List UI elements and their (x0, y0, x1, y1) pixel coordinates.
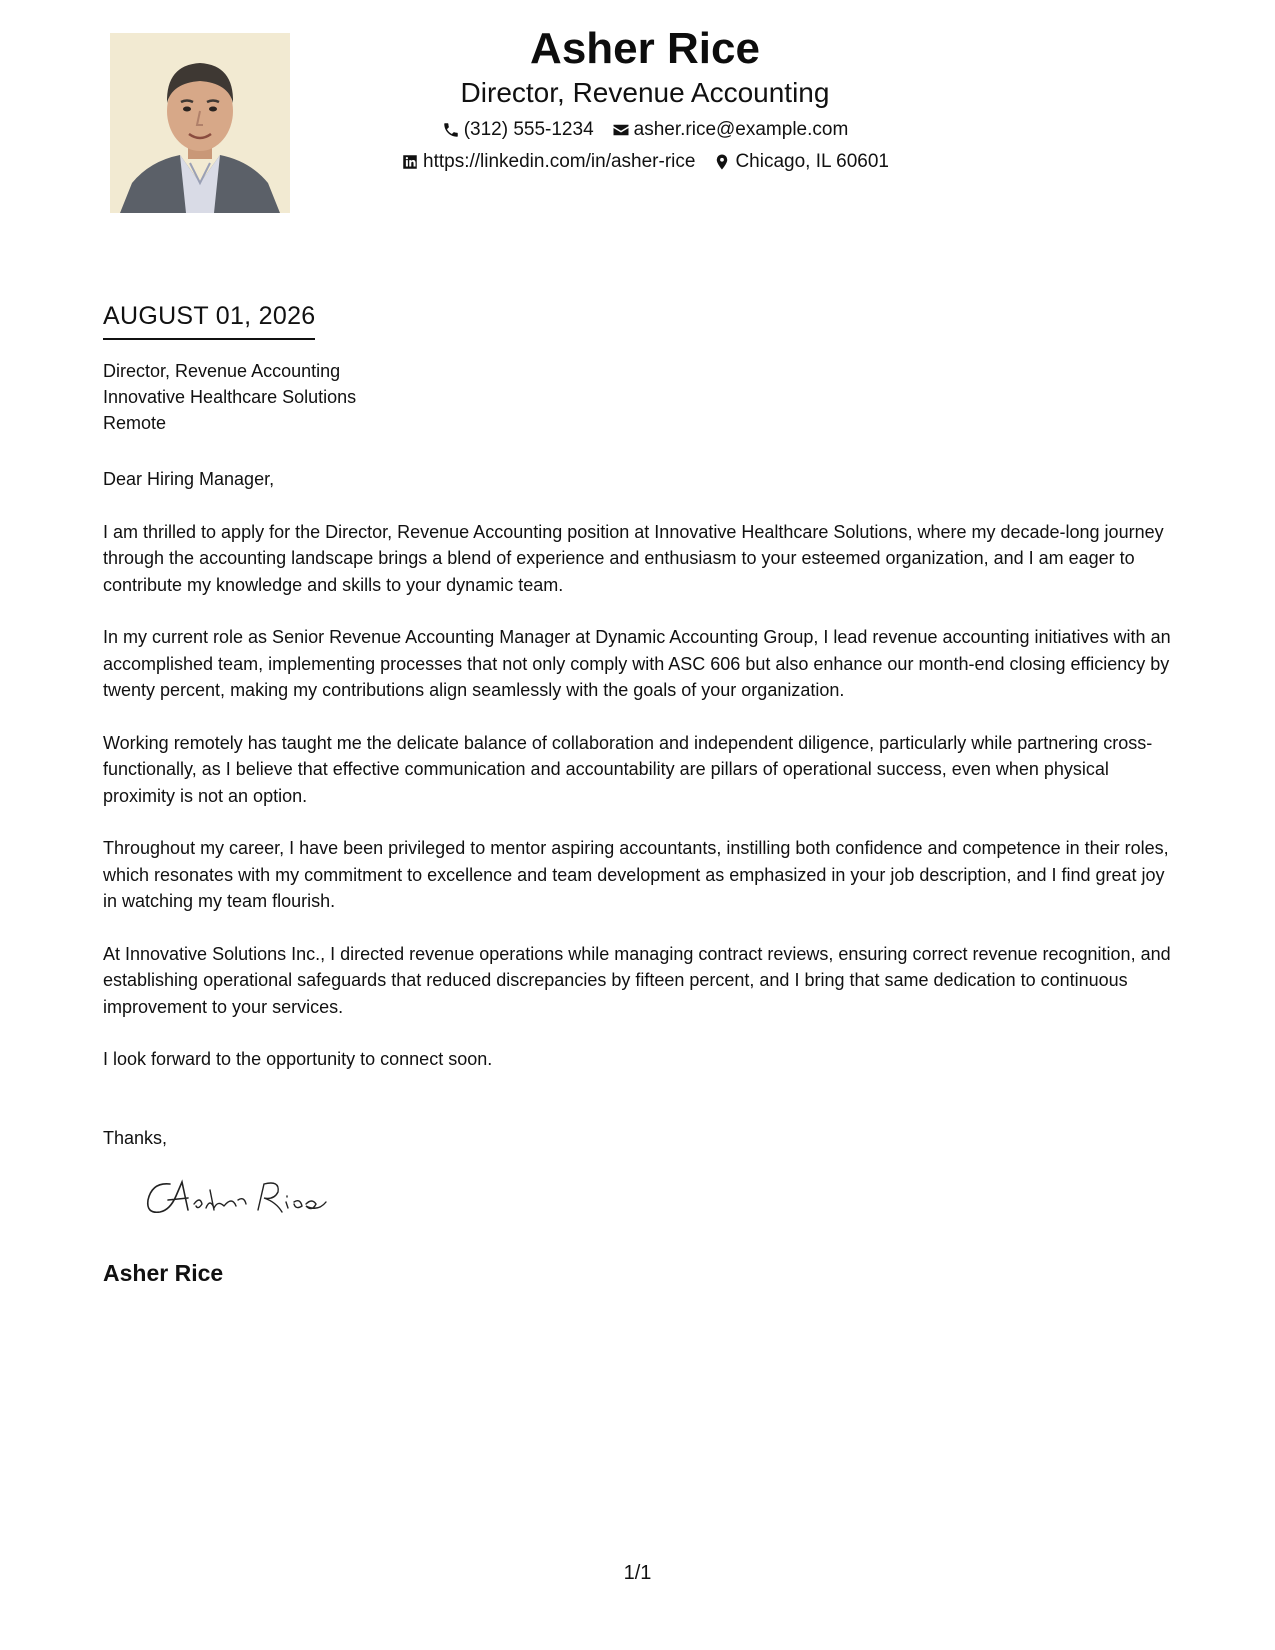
applicant-name: Asher Rice (530, 24, 760, 73)
handwritten-signature (140, 1172, 330, 1222)
contact-phone (442, 118, 594, 142)
letter-paragraph: I look forward to the opportunity to connect soon. (103, 1049, 493, 1069)
letter-paragraph: At Innovative Solutions Inc., I directed revenue operations while managing contract reviews, ensuring correct revenue recognition, and establishing operational safeguards that reduced discrepancies by fifteen percent, and I bring that same dedication to continuous improvement to your services. (103, 943, 1171, 1017)
letter-paragraph: Throughout my career, I have been privileged to mentor aspiring accountants, instilling both confidence and competence in their roles, which resonates with my commitment to excellence and team development as emphasized in your job description, and I find great joy in watching my team flourish. (103, 838, 1169, 911)
letter-body (103, 466, 1178, 1099)
phone-number: (312) 555-1234 (463, 119, 594, 140)
linkedin-url: https://linkedin.com/in/asher-rice (423, 151, 696, 172)
recipient-position: Director, Revenue Accounting (103, 361, 341, 381)
email-address: asher.rice@example.com (633, 119, 849, 140)
salutation: Dear Hiring Manager, (103, 469, 275, 489)
header (340, 22, 950, 174)
contact-location (713, 150, 889, 174)
contact-email (612, 118, 849, 142)
letter-date: AUGUST 01, 2026 (103, 300, 315, 340)
recipient-block (103, 358, 356, 436)
profile-photo (110, 33, 290, 213)
letter-paragraph: Working remotely has taught me the delicate balance of collaboration and independent diligence, particularly while partnering cross-functionally, as I believe that effective communication and accountability are pillars of operational success, even when physical proximity is not an option. (103, 732, 1153, 806)
applicant-title: Director, Revenue Accounting (460, 77, 830, 108)
location-text: Chicago, IL 60601 (735, 151, 889, 172)
portrait-illustration (110, 33, 290, 213)
contact-row-secondary (340, 150, 950, 174)
linkedin-icon (401, 153, 419, 171)
recipient-company: Innovative Healthcare Solutions (103, 387, 357, 407)
letter-paragraph: In my current role as Senior Revenue Accounting Manager at Dynamic Accounting Group, I lead revenue accounting initiatives with an accomplished team, implementing processes that not only comply with ASC 606 but also enhance our month-end closing efficiency by twenty percent, making my contributions align seamlessly with the goals of your organization. (103, 627, 1171, 700)
recipient-location: Remote (103, 413, 167, 433)
contact-linkedin (401, 150, 695, 174)
envelope-icon (612, 121, 630, 139)
signed-name: Asher Rice (103, 1260, 224, 1286)
letter-paragraph: I am thrilled to apply for the Director, Revenue Accounting position at Innovative Healthcare Solutions, where my decade-long journey through the accounting landscape brings a blend of experience and enthusiasm to your esteemed organization, and I am eager to contribute my knowledge and skills to your dynamic team. (103, 521, 1164, 595)
contact-row-primary (340, 118, 950, 142)
phone-icon (442, 121, 460, 139)
closing: Thanks, (103, 1128, 168, 1148)
page-number: 1/1 (623, 1562, 652, 1584)
map-pin-icon (713, 153, 731, 171)
